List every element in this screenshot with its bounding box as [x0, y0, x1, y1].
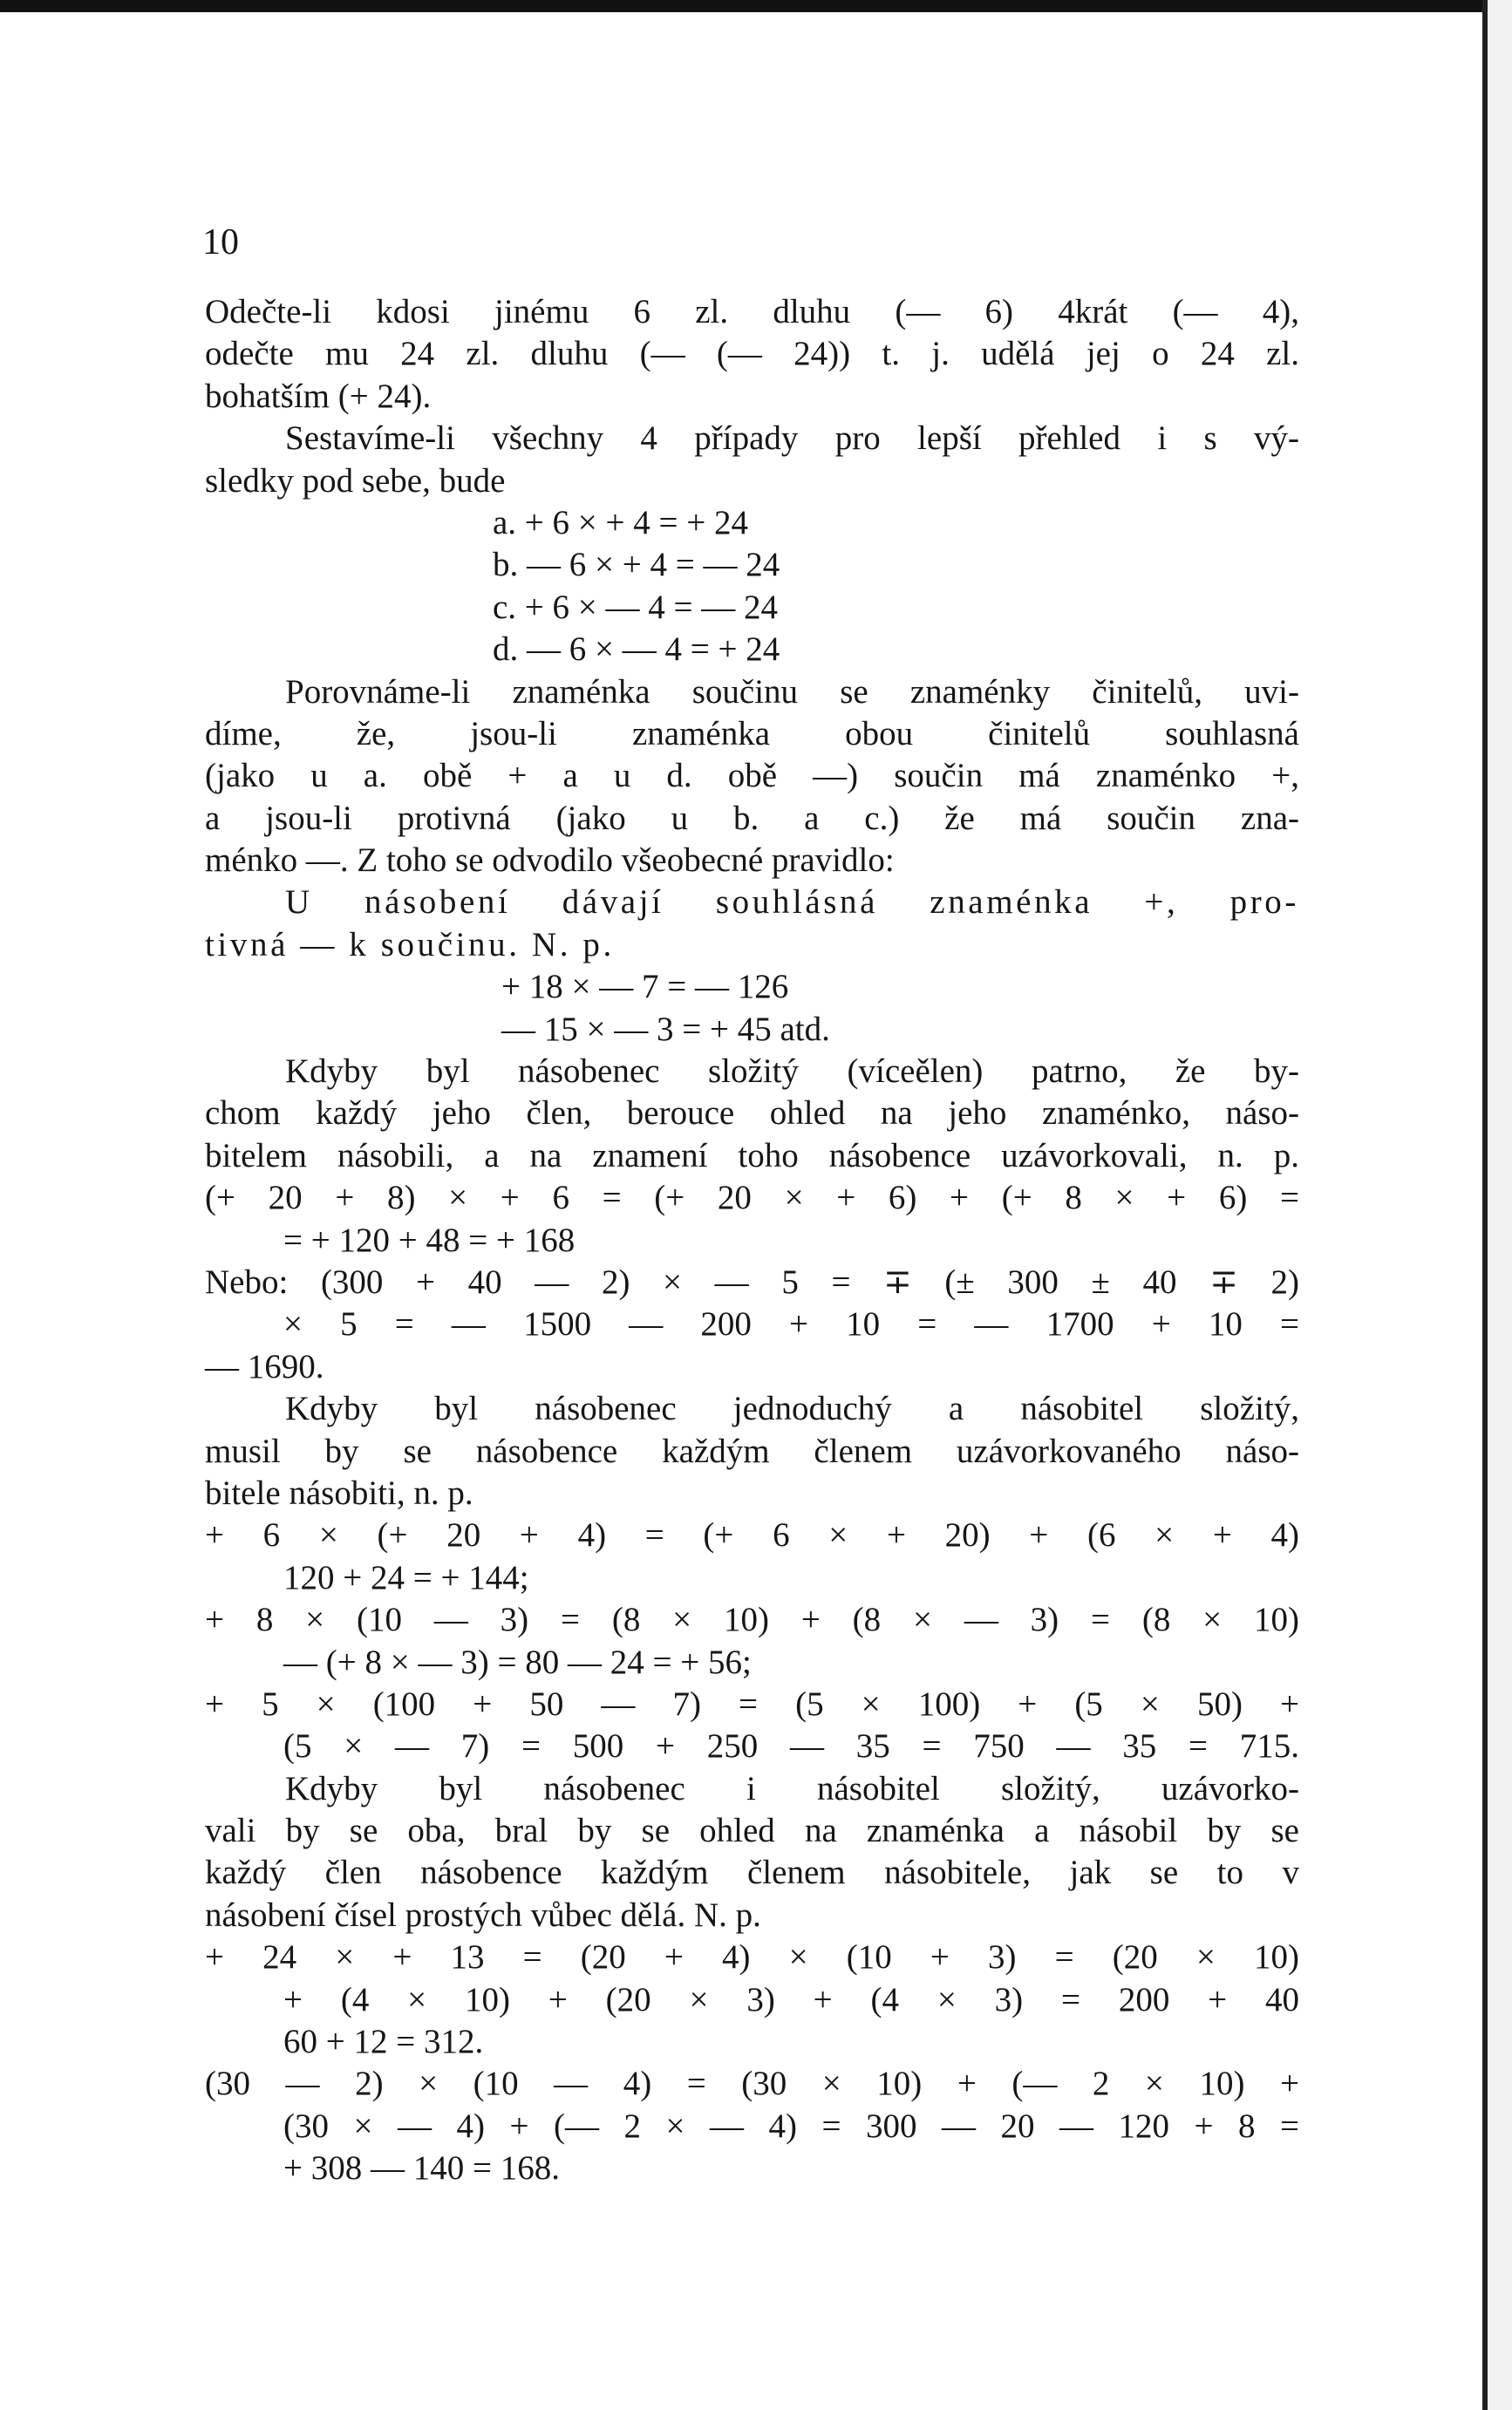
text-line: vali by se oba, bral by se ohled na znaménka a násobil by se [205, 1812, 1299, 1850]
text-line: a jsou-li protivná (jako u b. a c.) že má součin zna- [205, 799, 1299, 837]
text-line: Kdyby byl násobenec jednoduchý a násobitel složitý, [285, 1390, 1299, 1428]
text-line: sledky pod sebe, bude [205, 461, 506, 500]
text-line: každý člen násobence každým členem násobitele, jak se to v [205, 1854, 1299, 1892]
rule-line: U násobení dávají souhlásná znaménka +, pro- [285, 883, 1299, 922]
text-line: musil by se násobence každým členem uzávorkovaného náso- [205, 1432, 1299, 1470]
equation-line: = + 120 + 48 = + 168 [283, 1221, 576, 1259]
equation-line: (30 — 2) × (10 — 4) = (30 × 10) + (— 2 × 10) + [205, 2065, 1299, 2103]
page-text [205, 291, 1299, 2190]
text-line: ménko —. Z toho se odvodilo všeobecné pravidlo: [205, 841, 895, 880]
scan-right-border [1482, 0, 1488, 2410]
text-line: chom každý jeho člen, berouce ohled na jeho znaménko, náso- [205, 1094, 1299, 1133]
text-line: Kdyby byl násobenec složitý (víceělen) patrno, že by- [285, 1052, 1299, 1091]
equation-line: a. + 6 × + 4 = + 24 [493, 503, 749, 541]
text-line: (jako u a. obě + a u d. obě —) součin má znaménko +, [205, 757, 1299, 795]
equation-line: — 1690. [205, 1347, 324, 1385]
text-line: bitelem násobili, a na znamení toho násobence uzávorkovali, n. p. [205, 1136, 1299, 1174]
text-line: Porovnáme-li znaménka součinu se znaménky činitelů, uvi- [285, 672, 1299, 711]
text-line: odečte mu 24 zl. dluhu (— (— 24)) t. j. udělá jej o 24 zl. [205, 335, 1299, 373]
text-line: Sestavíme-li všechny 4 případy pro lepší přehled i s vý- [285, 419, 1299, 458]
text-line: bitele násobiti, n. p. [205, 1474, 473, 1512]
text-line: bohatším (+ 24). [205, 377, 432, 415]
equation-line: d. — 6 × — 4 = + 24 [493, 630, 780, 669]
text-line: Odečte-li kdosi jinému 6 zl. dluhu (— 6) 4krát (— 4), [205, 293, 1299, 330]
rule-line: tivná — k součinu. N. p. [205, 925, 615, 963]
text-line: díme, že, jsou-li znaménka obou činitelů souhlasná [205, 714, 1299, 752]
equation-line: + 24 × + 13 = (20 + 4) × (10 + 3) = (20 × 10) [205, 1938, 1299, 1977]
equation-line: × 5 = — 1500 — 200 + 10 = — 1700 + 10 = [283, 1305, 1299, 1344]
equation-line: + (4 × 10) + (20 × 3) + (4 × 3) = 200 + 40 [283, 1980, 1299, 2019]
equation-line: + 308 — 140 = 168. [283, 2149, 560, 2188]
scan-top-border [0, 0, 1482, 12]
equation-line: 120 + 24 = + 144; [283, 1558, 529, 1596]
equation-line: (5 × — 7) = 500 + 250 — 35 = 750 — 35 = 715. [283, 1727, 1299, 1766]
equation-line: 60 + 12 = 312. [283, 2023, 484, 2061]
equation-line: + 8 × (10 — 3) = (8 × 10) + (8 × — 3) = (8 × 10) [205, 1601, 1299, 1639]
equation-line: — (+ 8 × — 3) = 80 — 24 = + 56; [283, 1643, 752, 1681]
text-line: Kdyby byl násobenec i násobitel složitý, uzávorko- [285, 1769, 1299, 1808]
equation-line: c. + 6 × — 4 = — 24 [493, 588, 779, 626]
equation-line: (30 × — 4) + (— 2 × — 4) = 300 — 20 — 120 + 8 = [283, 2107, 1299, 2145]
page-number: 10 [202, 222, 239, 262]
equation-line: + 18 × — 7 = — 126 [501, 968, 789, 1006]
equation-line: Nebo: (300 + 40 — 2) × — 5 = ∓ (± 300 ± 40 ∓ 2) [205, 1263, 1299, 1301]
equation-line: b. — 6 × + 4 = — 24 [493, 546, 780, 584]
equation-line: + 5 × (100 + 50 — 7) = (5 × 100) + (5 × 50) + [205, 1685, 1299, 1723]
text-line: násobení čísel prostých vůbec dělá. N. p. [205, 1896, 761, 1934]
equation-line: — 15 × — 3 = + 45 atd. [501, 1010, 830, 1048]
equation-line: + 6 × (+ 20 + 4) = (+ 6 × + 20) + (6 × + 4) [205, 1516, 1299, 1555]
equation-line: (+ 20 + 8) × + 6 = (+ 20 × + 6) + (+ 8 × + 6) = [205, 1179, 1299, 1217]
